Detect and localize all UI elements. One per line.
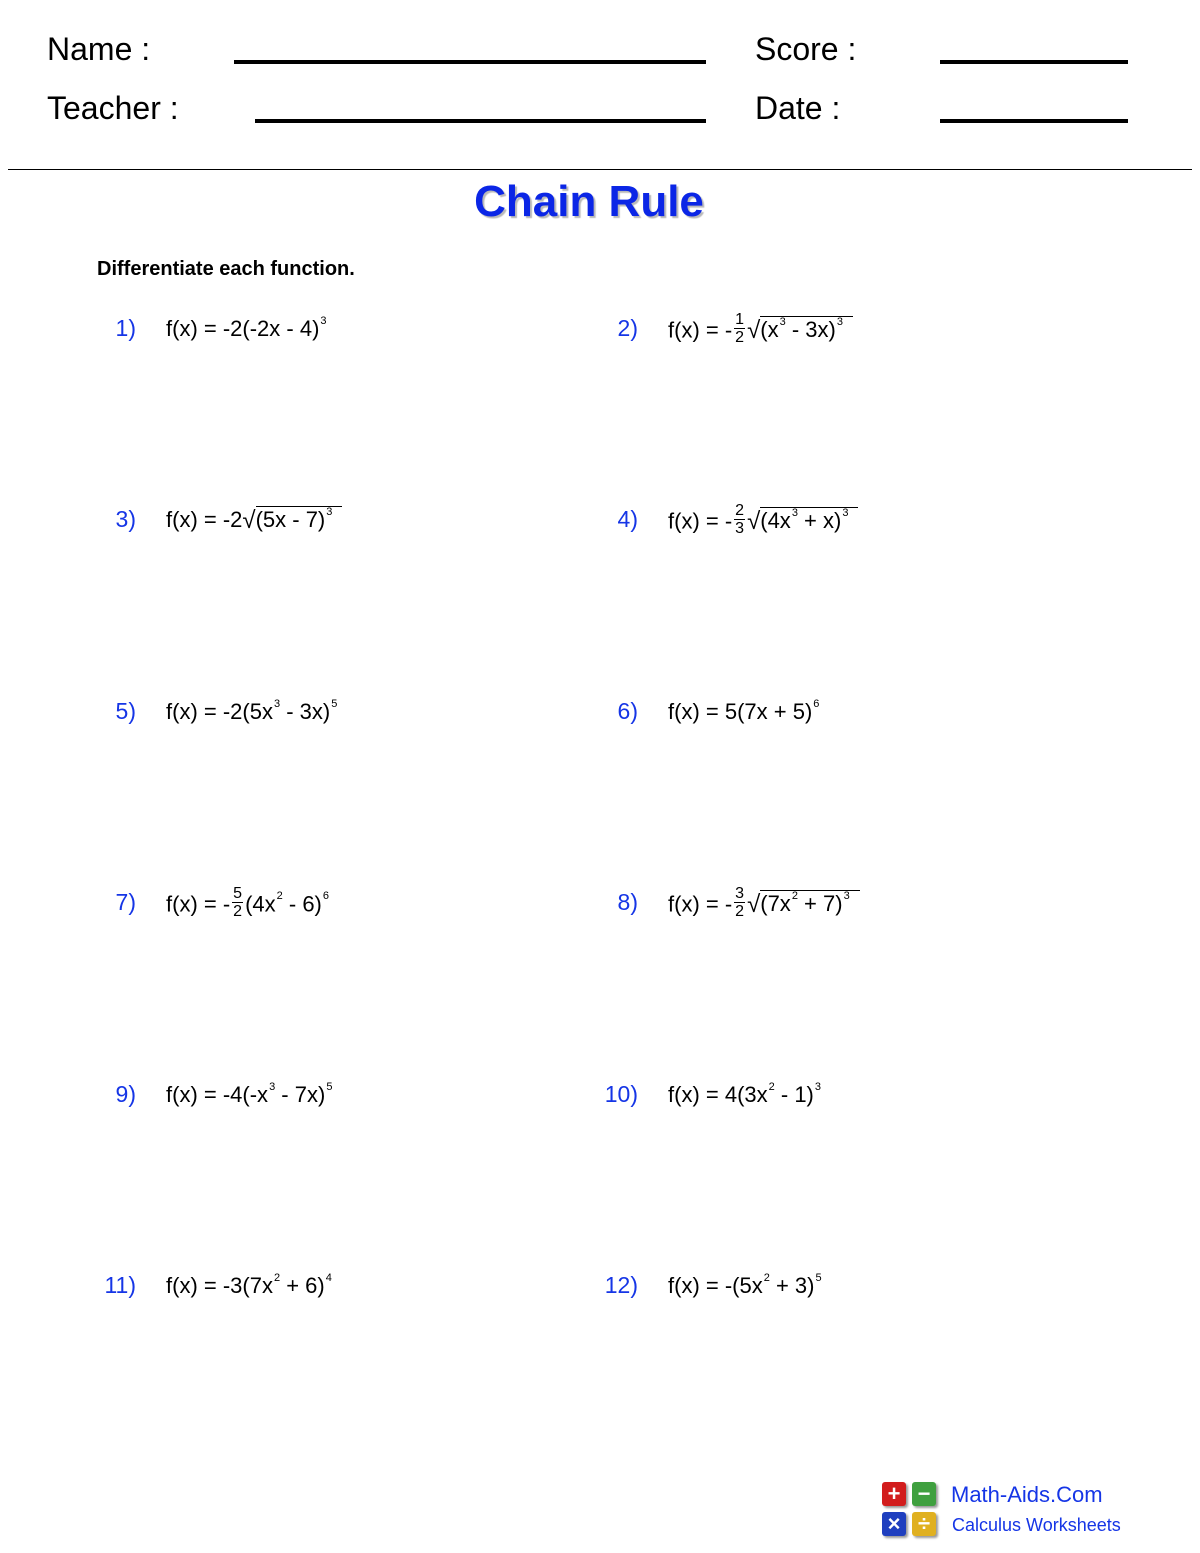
- problem-equation: $f(x) = 5(7x + 5)^6$: [668, 698, 820, 724]
- problem-equation: f(x) = - $\frac{5}{2}$ $(4x^2 - 6)^6$: [166, 885, 330, 920]
- radical-icon: √: [242, 507, 256, 534]
- worksheet-title: Chain Rule: [474, 177, 704, 226]
- math-aids-logo: [881, 1481, 939, 1539]
- score-blank: [940, 60, 1128, 64]
- times-icon: ×: [882, 1512, 906, 1536]
- teacher-blank: [255, 119, 706, 123]
- problem-number: 5): [115, 698, 136, 724]
- radical-icon: √: [747, 891, 761, 919]
- problem-number: 1): [115, 315, 136, 341]
- problem-equation: f(x) = -2(-2x - 4)$^3$: [166, 315, 327, 341]
- brand-site: Math-Aids.Com: [951, 1482, 1103, 1507]
- date-blank: [940, 119, 1128, 123]
- name-blank: [234, 60, 706, 64]
- problem-number: 10): [604, 1081, 638, 1107]
- problem-equation: $f(x) = -4(-x^3 - 7x)^5$: [166, 1081, 333, 1107]
- problem-equation: $f(x) = -2(5x^3 - 3x)^5$: [166, 698, 338, 724]
- problem-number: 7): [115, 889, 136, 915]
- problem-equation: f(x) = - $\frac{1}{2}$ $√(x^3 - 3x)^3$: [668, 314, 853, 349]
- plus-icon: +: [882, 1482, 906, 1506]
- problem-equation: f(x) = -2√(5x - 7)$^3$: [166, 505, 342, 537]
- teacher-label: Teacher :: [47, 90, 179, 126]
- problem-number: 11): [104, 1272, 136, 1298]
- divide-icon: ÷: [912, 1512, 936, 1536]
- problem-equation: $f(x) = 4(3x^2 - 1)^3$: [668, 1081, 822, 1107]
- minus-icon: −: [912, 1482, 936, 1506]
- name-label: Name :: [47, 31, 151, 67]
- problem-equation: $f(x) = -(5x^2 + 3)^5$: [668, 1272, 822, 1298]
- problem-number: 2): [617, 315, 638, 341]
- brand-subtitle: Calculus Worksheets: [952, 1515, 1121, 1535]
- problem-equation: $f(x) = -3(7x^2 + 6)^4$: [166, 1272, 332, 1298]
- problem-number: 8): [617, 889, 638, 915]
- date-label: Date :: [755, 90, 841, 126]
- problem-number: 9): [115, 1081, 136, 1107]
- problem-number: 3): [115, 506, 136, 532]
- score-label: Score :: [755, 31, 857, 67]
- problem-number: 4): [617, 506, 638, 532]
- problem-number: 6): [617, 698, 638, 724]
- radical-icon: √: [747, 317, 761, 345]
- problem-equation: f(x) = - $\frac{3}{2}$ $√(7x^2 + 7)^3$: [668, 888, 860, 923]
- instructions: Differentiate each function.: [97, 258, 355, 280]
- radical-icon: √: [747, 508, 761, 536]
- problem-equation: f(x) = - $\frac{2}{3}$ $√(4x^3 + x)^3$: [668, 505, 858, 540]
- problem-number: 12): [604, 1272, 638, 1298]
- header-divider: [8, 169, 1192, 170]
